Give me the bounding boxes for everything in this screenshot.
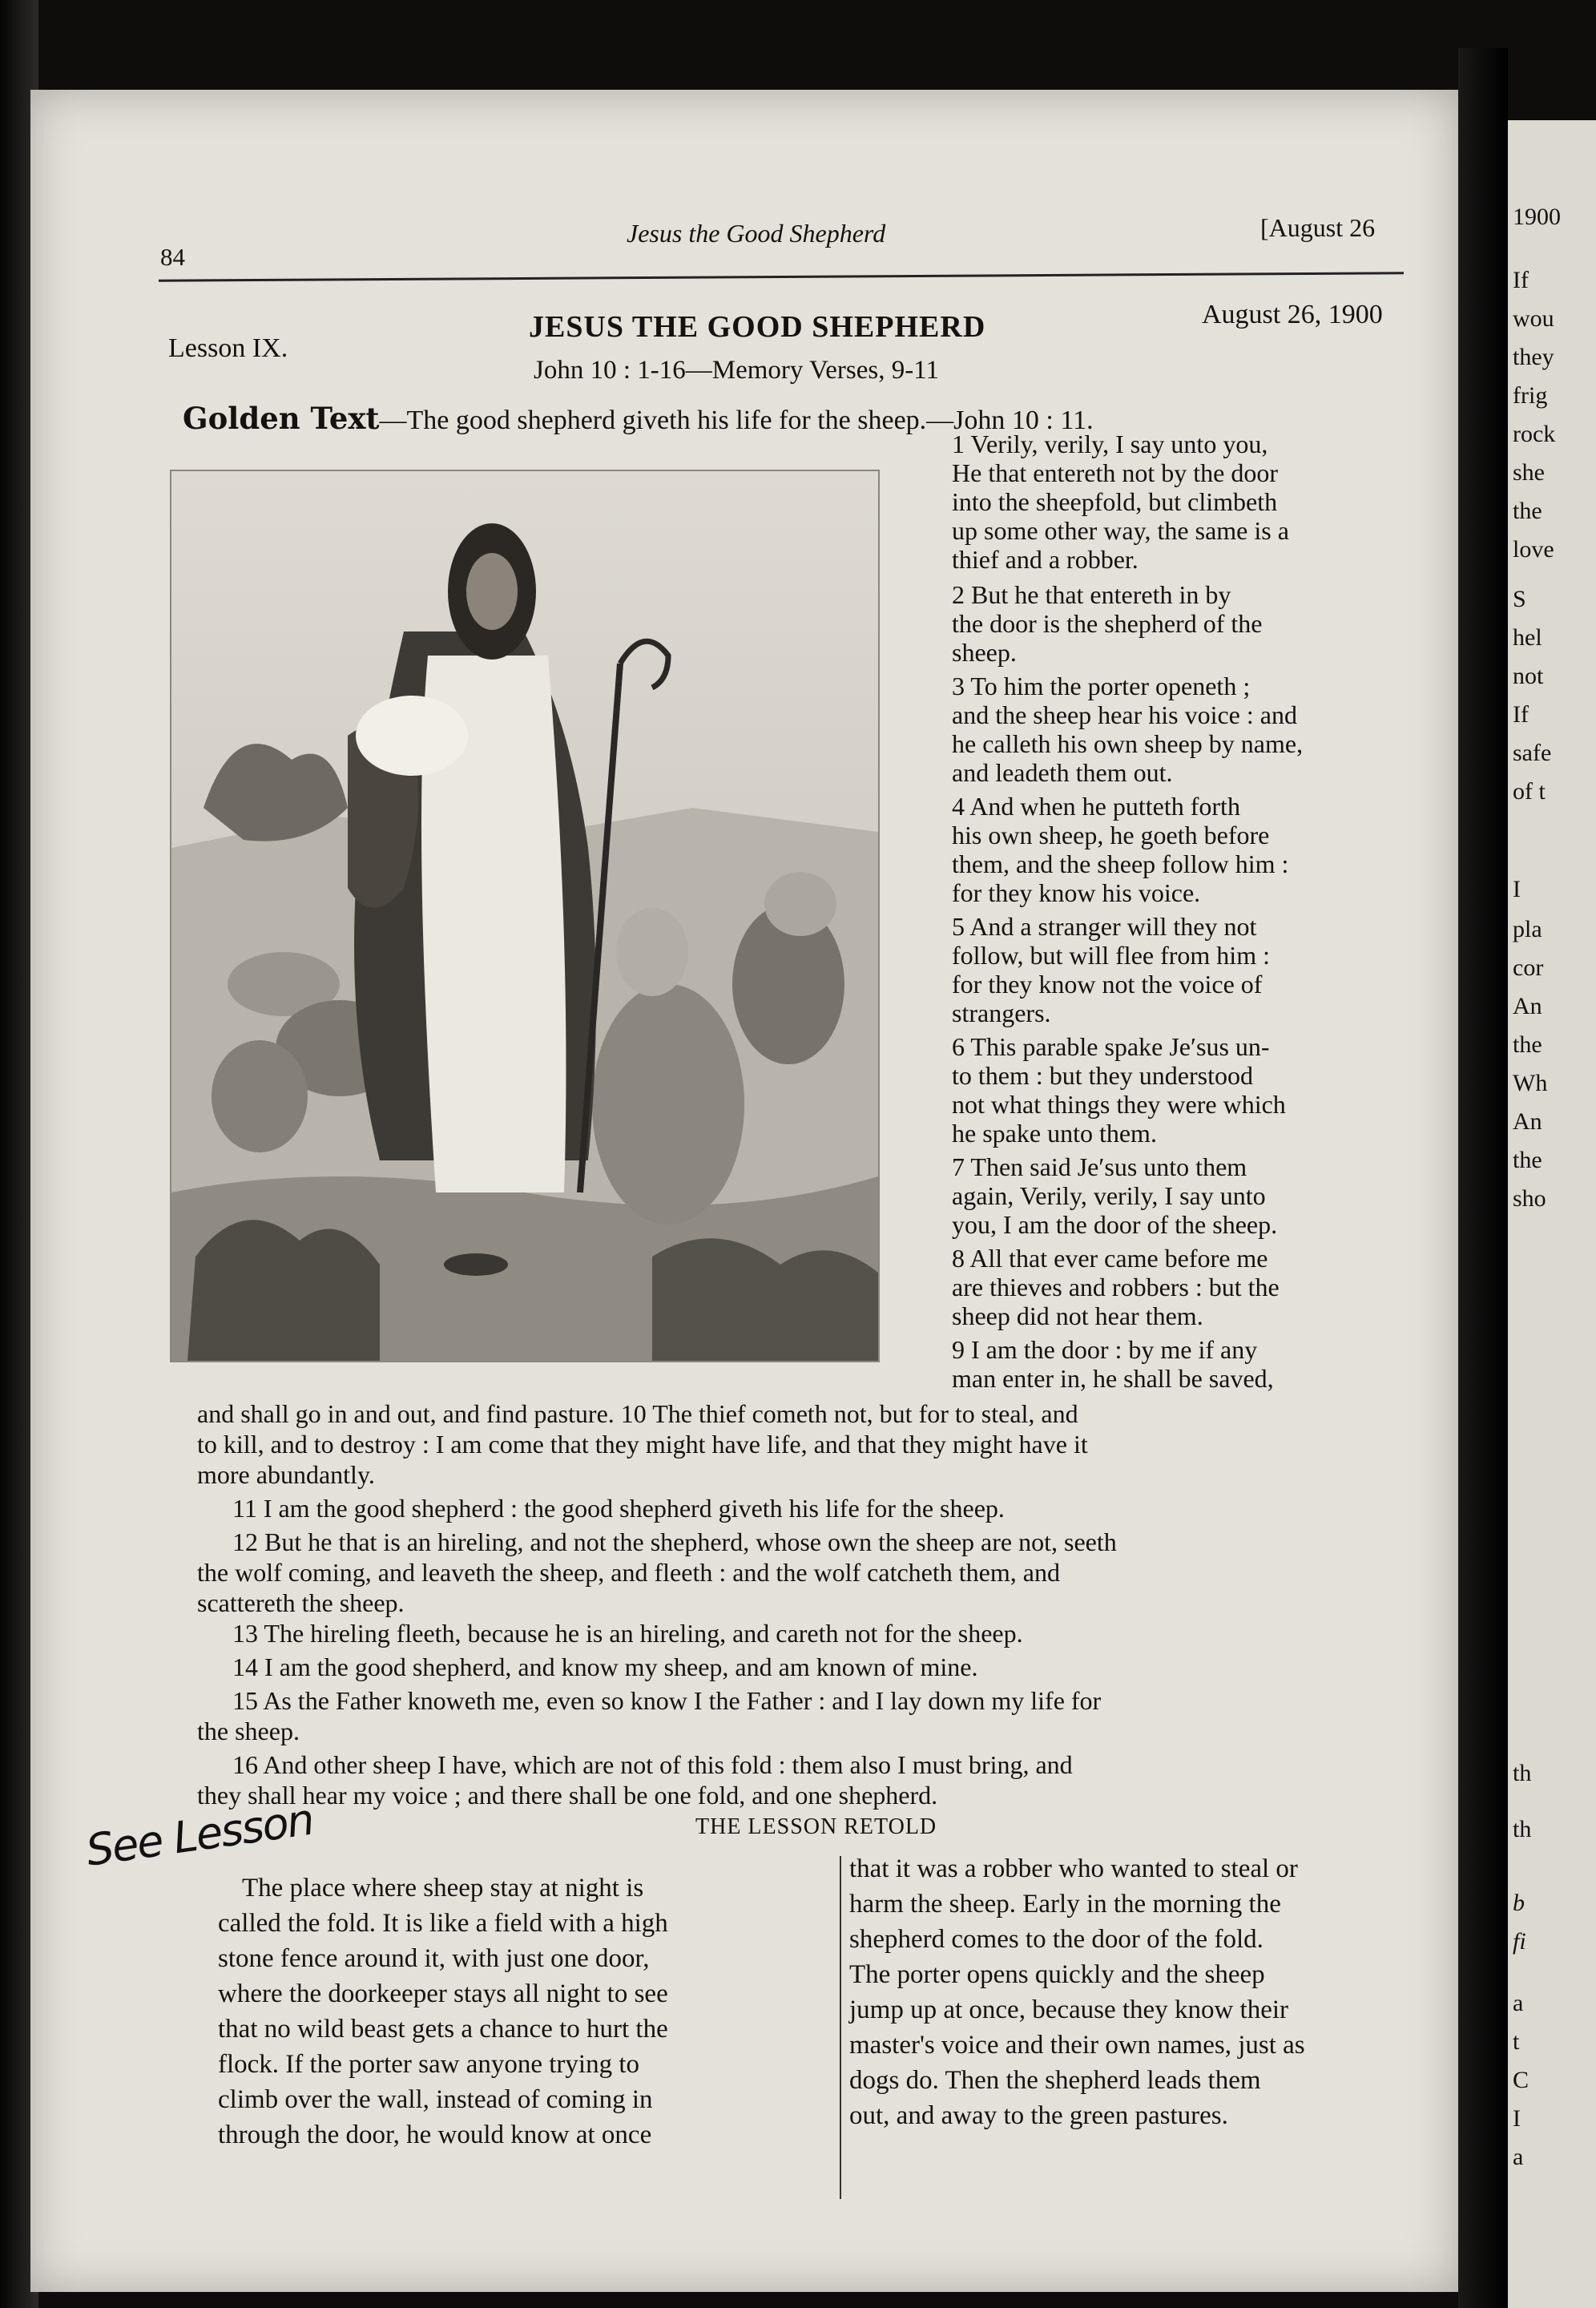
verse-line: He that entereth not by the door: [952, 458, 1278, 487]
adjacent-fragment: the: [1513, 1031, 1542, 1058]
book-gutter: [1458, 48, 1508, 2308]
lesson-number: Lesson IX.: [168, 333, 288, 363]
verse-line: 11 I am the good shepherd : the good shepherd giveth his life for the sheep.: [232, 1494, 1005, 1523]
adjacent-fragment: fi: [1513, 1928, 1526, 1955]
adjacent-fragment: C: [1513, 2067, 1530, 2093]
verse-line: man enter in, he shall be saved,: [952, 1364, 1274, 1393]
verse-line: he calleth his own sheep by name,: [952, 729, 1304, 758]
verse-line: are thieves and robbers : but the: [952, 1273, 1280, 1301]
column-divider: [840, 1856, 841, 2199]
retold-line: through the door, he would know at once: [218, 2120, 652, 2149]
retold-line: flock. If the porter saw anyone trying to: [218, 2050, 640, 2079]
retold-line: climb over the wall, instead of coming in: [218, 2085, 653, 2114]
verse-line: 4 And when he putteth forth: [952, 792, 1240, 821]
retold-line: shepherd comes to the door of the fold.: [849, 1925, 1264, 1954]
retold-line: harm the sheep. Early in the morning the: [849, 1890, 1281, 1919]
verse-line: more abundantly.: [197, 1460, 375, 1489]
verse-line: sheep did not hear them.: [952, 1301, 1203, 1330]
adjacent-fragment: sho: [1513, 1185, 1546, 1212]
verse-line: 5 And a stranger will they not: [952, 912, 1257, 941]
adjacent-fragment: the: [1513, 1147, 1542, 1173]
verse-line: the door is the shepherd of the: [952, 609, 1263, 638]
adjacent-fragment: of t: [1513, 778, 1546, 805]
adjacent-fragment: a: [1513, 1990, 1524, 2016]
retold-line: master's voice and their own names, just as: [849, 2031, 1305, 2060]
verse-line: 15 As the Father knoweth me, even so know I the Father : and I lay down my life for: [232, 1686, 1102, 1715]
retold-line: The place where sheep stay at night is: [242, 1874, 644, 1902]
verse-line: follow, but will flee from him :: [952, 941, 1270, 970]
adjacent-fragment: safe: [1513, 740, 1552, 766]
verse-line: his own sheep, he goeth before: [952, 821, 1270, 849]
retold-line: that it was a robber who wanted to steal or: [849, 1854, 1298, 1883]
verse-line: he spake unto them.: [952, 1119, 1157, 1148]
lesson-date: August 26, 1900: [1202, 300, 1383, 329]
verse-line: 9 I am the door : by me if any: [952, 1335, 1258, 1364]
retold-line: jump up at once, because they know their: [849, 1995, 1288, 2024]
verse-line: and leadeth them out.: [952, 758, 1173, 787]
verse-line: 16 And other sheep I have, which are not of this fold : them also I must bring, and: [232, 1750, 1073, 1779]
adjacent-fragment: 1900: [1513, 204, 1561, 230]
golden-text-body: —The good shepherd giveth his life for the sheep.—John 10 : 11.: [379, 406, 1094, 435]
adjacent-fragment: I: [1513, 2105, 1521, 2132]
adjacent-fragment: pla: [1513, 916, 1542, 942]
adjacent-fragment: a: [1513, 2144, 1524, 2170]
verse-line: 3 To him the porter openeth ;: [952, 672, 1251, 700]
adjacent-fragment: b: [1513, 1890, 1525, 1916]
adjacent-fragment: wou: [1513, 305, 1554, 332]
adjacent-fragment: love: [1513, 536, 1554, 563]
running-date: [August 26: [1260, 213, 1376, 242]
adjacent-page-edge: [1508, 120, 1596, 2308]
adjacent-fragment: I: [1513, 876, 1521, 902]
good-shepherd-illustration: [170, 470, 880, 1362]
adjacent-fragment: If: [1513, 267, 1529, 293]
verse-line: and the sheep hear his voice : and: [952, 700, 1297, 729]
adjacent-fragment: Wh: [1513, 1070, 1548, 1096]
verse-line: not what things they were which: [952, 1090, 1286, 1119]
scripture-reference: John 10 : 1-16—Memory Verses, 9-11: [534, 356, 939, 385]
verse-line: 2 But he that entereth in by: [952, 580, 1231, 609]
verse-line: sheep.: [952, 638, 1017, 667]
adjacent-fragment: not: [1513, 663, 1544, 689]
verse-line: for they know his voice.: [952, 878, 1201, 907]
verse-line: thief and a robber.: [952, 545, 1139, 574]
retold-line: called the fold. It is like a field with a high: [218, 1909, 668, 1938]
verse-line: up some other way, the same is a: [952, 516, 1289, 545]
verse-line: 14 I am the good shepherd, and know my sheep, and am known of mine.: [232, 1652, 978, 1681]
verse-line: they shall hear my voice ; and there shall be one fold, and one shepherd.: [197, 1781, 938, 1810]
page-number: 84: [160, 243, 185, 271]
retold-line: dogs do. Then the shepherd leads them: [849, 2066, 1261, 2095]
verse-line: to them : but they understood: [952, 1061, 1253, 1090]
verse-line: the sheep.: [197, 1717, 300, 1745]
verse-line: into the sheepfold, but climbeth: [952, 487, 1278, 516]
adjacent-fragment: rock: [1513, 421, 1556, 447]
adjacent-fragment: the: [1513, 498, 1542, 524]
adjacent-fragment: frig: [1513, 382, 1548, 409]
verse-line: 13 The hireling fleeth, because he is an hireling, and careth not for the sheep.: [232, 1619, 1023, 1648]
verse-line: again, Verily, verily, I say unto: [952, 1181, 1266, 1210]
retold-line: out, and away to the green pastures.: [849, 2101, 1228, 2130]
adjacent-fragment: An: [1513, 1108, 1542, 1135]
handwritten-note: See Lesson: [83, 1794, 316, 1876]
verse-line: strangers.: [952, 999, 1051, 1027]
adjacent-fragment: hel: [1513, 624, 1542, 651]
verse-line: them, and the sheep follow him :: [952, 849, 1289, 878]
verse-line: the wolf coming, and leaveth the sheep, and fleeth : and the wolf catcheth them, and: [197, 1558, 1060, 1587]
verse-line: 8 All that ever came before me: [952, 1244, 1268, 1273]
adjacent-fragment: t: [1513, 2028, 1520, 2055]
lesson-title: JESUS THE GOOD SHEPHERD: [529, 310, 986, 344]
verse-line: 1 Verily, verily, I say unto you,: [952, 430, 1268, 458]
golden-text-label: Golden Text: [183, 401, 380, 436]
adjacent-fragment: cor: [1513, 954, 1544, 981]
adjacent-fragment: she: [1513, 459, 1545, 486]
adjacent-fragment: If: [1513, 701, 1529, 728]
retold-line: stone fence around it, with just one door,: [218, 1944, 650, 1973]
running-title: Jesus the Good Shepherd: [627, 219, 886, 248]
verse-line: you, I am the door of the sheep.: [952, 1210, 1278, 1239]
verse-line: 6 This parable spake Je′sus un-: [952, 1032, 1270, 1061]
verse-line: 12 But he that is an hireling, and not the shepherd, whose own the sheep are not, seeth: [232, 1527, 1117, 1556]
adjacent-fragment: th: [1513, 1816, 1532, 1842]
adjacent-fragment: S: [1513, 586, 1526, 612]
retold-line: The porter opens quickly and the sheep: [849, 1960, 1265, 1989]
verse-line: scattereth the sheep.: [197, 1588, 405, 1617]
adjacent-fragment: An: [1513, 993, 1542, 1019]
retold-line: where the doorkeeper stays all night to see: [218, 1979, 668, 2008]
verse-line: for they know not the voice of: [952, 970, 1263, 999]
verse-line: 7 Then said Je′sus unto them: [952, 1152, 1247, 1181]
adjacent-fragment: they: [1513, 344, 1554, 370]
retold-line: that no wild beast gets a chance to hurt the: [218, 2015, 668, 2044]
verse-line: and shall go in and out, and find pasture. 10 The thief cometh not, but for to steal, and: [197, 1399, 1078, 1428]
adjacent-fragment: th: [1513, 1760, 1532, 1786]
retold-heading: THE LESSON RETOLD: [695, 1814, 937, 1839]
verse-line: to kill, and to destroy : I am come that they might have life, and that they might have it: [197, 1430, 1088, 1459]
